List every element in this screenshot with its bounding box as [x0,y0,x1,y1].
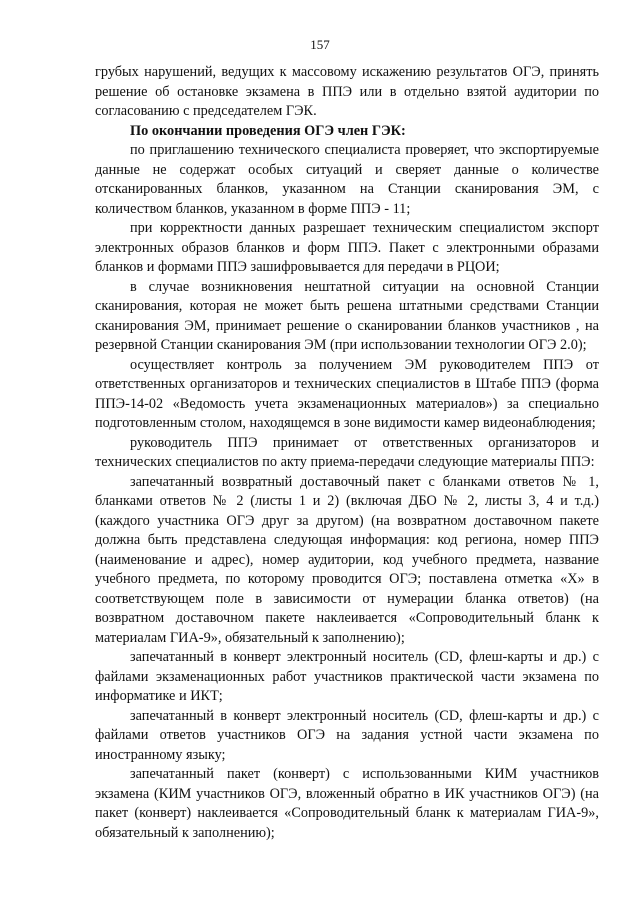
paragraph: в случае возникновения нештатной ситуации на основной Станции сканирования, которая не может быть решена штатными средствами Станции сканирования ЭМ, принимает решение о сканировании бланков участников , на резервной Станции сканирования ЭМ (при использовании технологии ОГЭ 2.0); [95,278,599,353]
paragraph: осуществляет контроль за получением ЭМ руководителем ППЭ от ответственных организаторов и технических специалистов в Штабе ППЭ (форма ППЭ-14-02 «Ведомость учета экзаменационных материалов») за специально подготовленным столом, находящемся в зоне видимости камер видеонаблюдения; [95,356,599,431]
paragraph: запечатанный в конверт электронный носитель (CD, флеш-карты и др.) с файлами экзаменационных работ участников практической части экзамена по информатике и ИКТ; [95,649,599,704]
paragraph: запечатанный в конверт электронный носитель (CD, флеш-карты и др.) с файлами ответов участников ОГЭ на задания устной части экзамена по иностранному языку; [95,707,599,763]
paragraph-continuation: грубых нарушений, ведущих к массовому искажению результатов ОГЭ, принять решение об остановке экзамена в ППЭ или в отдельно взятой аудитории по согласованию с председателем ГЭК. [95,64,599,119]
document-body [95,63,599,843]
paragraph: запечатанный пакет (конверт) с использованными КИМ участников экзамена (КИМ участников ОГЭ, вложенный обратно в ИК участников ОГЭ) (на пакет (конверт) наклеивается «Сопроводительный бланк к материалам ГИА-9», обязательный к заполнению); [95,766,599,841]
paragraph: по приглашению технического специалиста проверяет, что экспортируемые данные не содержат особых ситуаций и сверяет данные о количестве отсканированных бланков, указанном на Станции сканирования ЭМ, с количеством бланков, указанном в форме ППЭ - 11; [95,142,599,217]
page-number: 157 [310,37,330,52]
paragraph: при корректности данных разрешает техническим специалистом экспорт электронных образов бланков и форм ППЭ. Пакет с электронными образами бланков и формами ППЭ зашифровывается для передачи в РЦОИ; [95,220,599,275]
paragraph: руководитель ППЭ принимает от ответственных организаторов и технических специалистов по акту приема-передачи следующие материалы ППЭ: [95,434,599,470]
section-heading: По окончании проведения ОГЭ член ГЭК: [130,122,406,139]
paragraph: запечатанный возвратный доставочный пакет с бланками ответов № 1, бланками ответов № 2 (листы 1 и 2) (включая ДБО № 2, листы 3, 4 и т.д.) (каждого участника ОГЭ друг за другом) (на возвратном доставочном пакете должна быть представлена следующая информация: код региона, номер ППЭ (наименование и адрес), номер аудитории, код учебного предмета, название учебного предмета, по которому проводится ОГЭ; поставлена отметка «Х» в соответствующем поле в зависимости от нумерации бланка ответов) (на возвратном доставочном пакете наклеивается «Сопроводительный бланк к материалам ГИА-9», обязательный к заполнению); [95,473,599,646]
